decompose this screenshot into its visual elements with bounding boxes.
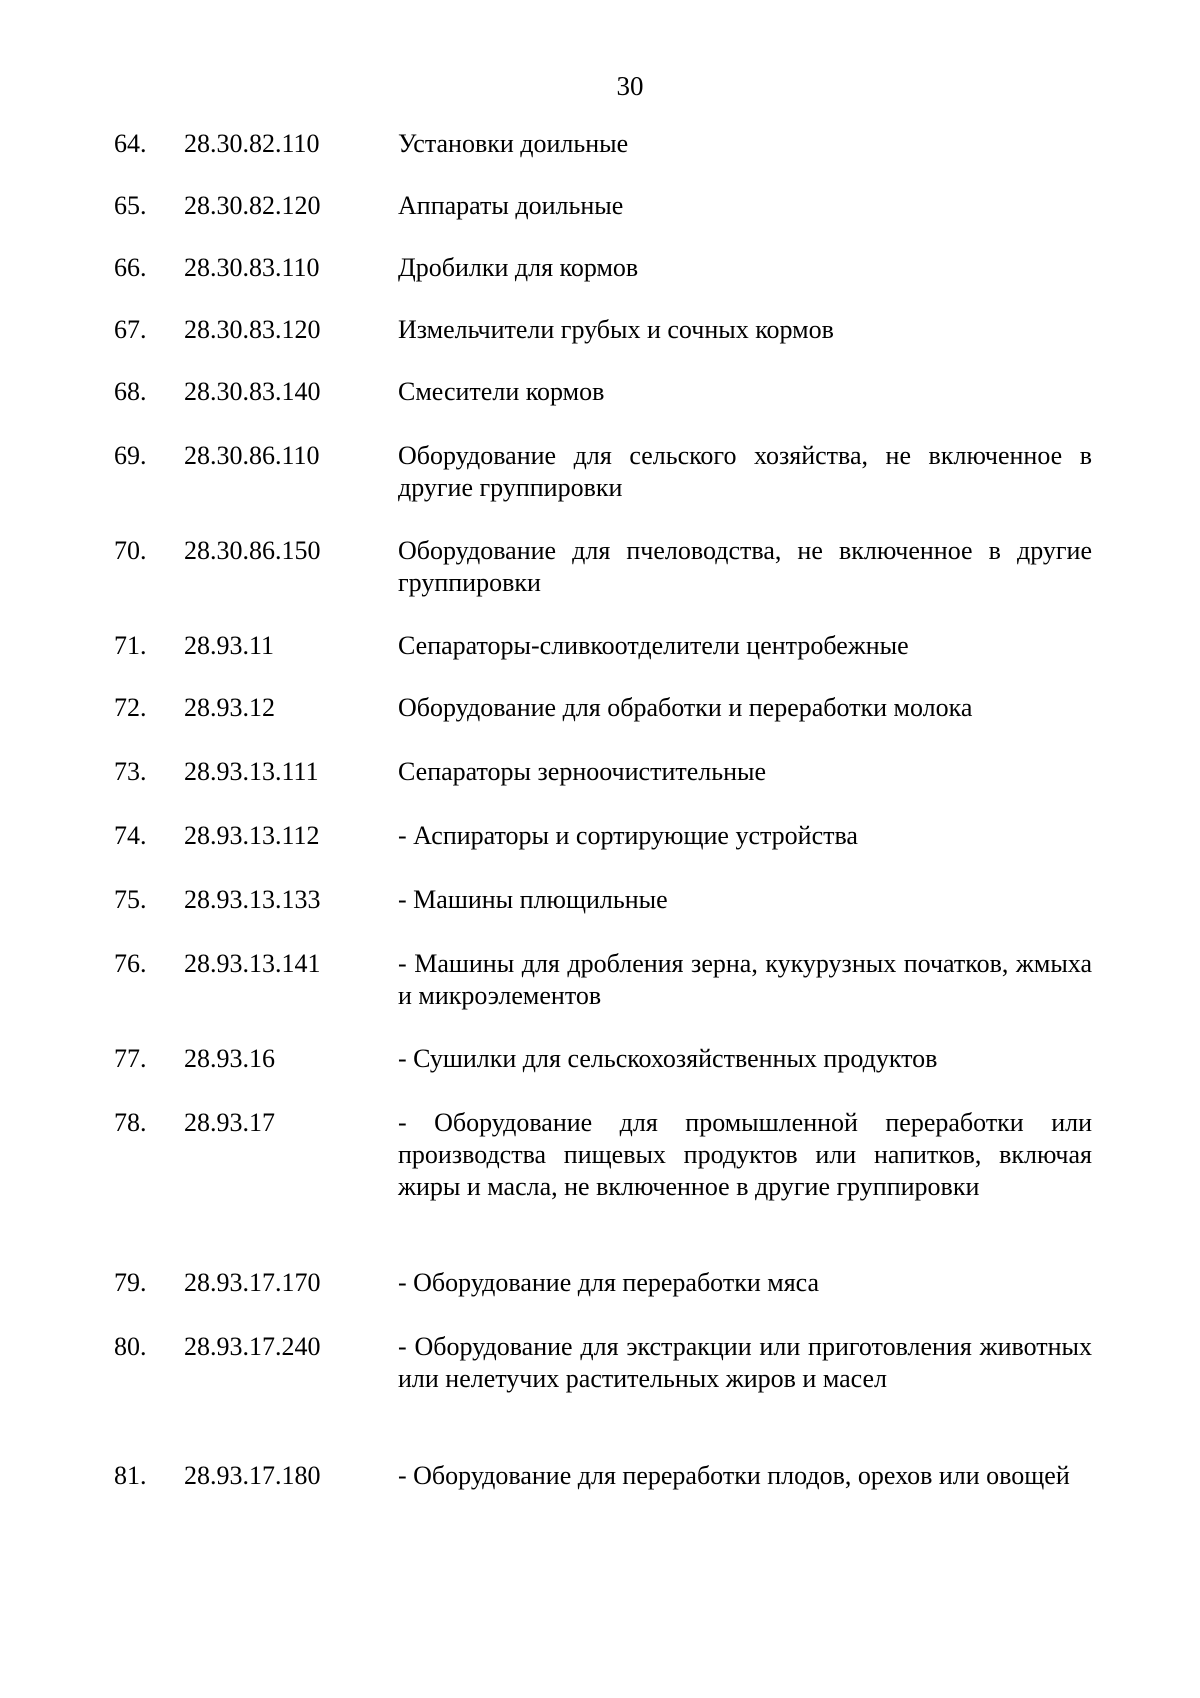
- row-description: Смесители кормов: [398, 377, 605, 406]
- row-number: 64.: [114, 129, 147, 158]
- row-description: Сепараторы зерноочистительные: [398, 757, 767, 786]
- row-code: 28.30.86.150: [184, 536, 321, 565]
- row-number: 66.: [114, 253, 147, 282]
- row-number: 72.: [114, 693, 147, 722]
- row-description: Оборудование для сельского хозяйства, не включенное в другие группировки: [398, 441, 1092, 502]
- row-number: 75.: [114, 885, 147, 914]
- row-description: Измельчители грубых и сочных кормов: [398, 315, 834, 344]
- row-code: 28.93.17.170: [184, 1268, 321, 1297]
- row-number: 73.: [114, 757, 147, 786]
- row-description: Оборудование для пчеловодства, не включенное в другие группировки: [398, 536, 1092, 597]
- row-number: 74.: [114, 821, 147, 850]
- row-code: 28.30.83.110: [184, 253, 320, 282]
- row-code: 28.93.13.111: [184, 757, 319, 786]
- row-code: 28.30.83.120: [184, 315, 321, 344]
- row-description: - Сушилки для сельскохозяйственных продуктов: [398, 1044, 938, 1073]
- row-description: - Машины для дробления зерна, кукурузных початков, жмыха и микроэлементов: [398, 949, 1092, 1010]
- row-code: 28.93.17.180: [184, 1461, 321, 1490]
- row-code: 28.93.13.141: [184, 949, 321, 978]
- row-description: - Оборудование для экстракции или приготовления животных или нелетучих растительных жиров и масел: [398, 1332, 1092, 1393]
- page-number: 30: [616, 71, 644, 101]
- row-description: - Оборудование для переработки мяса: [398, 1268, 820, 1297]
- row-number: 77.: [114, 1044, 147, 1073]
- row-number: 71.: [114, 631, 147, 660]
- row-number: 80.: [114, 1332, 147, 1361]
- row-description: Установки доильные: [398, 129, 629, 158]
- row-description: - Оборудование для переработки плодов, орехов или овощей: [398, 1461, 1070, 1490]
- row-code: 28.93.13.112: [184, 821, 320, 850]
- row-number: 67.: [114, 315, 147, 344]
- row-number: 79.: [114, 1268, 147, 1297]
- row-code: 28.93.17: [184, 1108, 275, 1137]
- row-code: 28.93.16: [184, 1044, 275, 1073]
- row-number: 78.: [114, 1108, 147, 1137]
- row-description: Аппараты доильные: [398, 191, 624, 220]
- row-description: - Аспираторы и сортирующие устройства: [398, 821, 858, 850]
- row-description: Дробилки для кормов: [398, 253, 639, 282]
- row-number: 76.: [114, 949, 147, 978]
- row-code: 28.30.83.140: [184, 377, 321, 406]
- row-code: 28.30.82.110: [184, 129, 320, 158]
- row-code: 28.93.12: [184, 693, 275, 722]
- row-number: 65.: [114, 191, 147, 220]
- row-number: 68.: [114, 377, 147, 406]
- row-description: - Оборудование для промышленной переработки или производства пищевых продуктов или напитков, включая жиры и масла, не включенное в другие группировки: [398, 1108, 1092, 1201]
- row-code: 28.30.82.120: [184, 191, 321, 220]
- row-number: 70.: [114, 536, 147, 565]
- row-description: Оборудование для обработки и переработки молока: [398, 693, 973, 722]
- row-number: 69.: [114, 441, 147, 470]
- row-code: 28.93.13.133: [184, 885, 321, 914]
- row-description: Сепараторы-сливкоотделители центробежные: [398, 631, 909, 660]
- row-description: - Машины плющильные: [398, 885, 668, 914]
- row-code: 28.93.17.240: [184, 1332, 321, 1361]
- row-code: 28.30.86.110: [184, 441, 320, 470]
- row-number: 81.: [114, 1461, 147, 1490]
- row-code: 28.93.11: [184, 631, 275, 660]
